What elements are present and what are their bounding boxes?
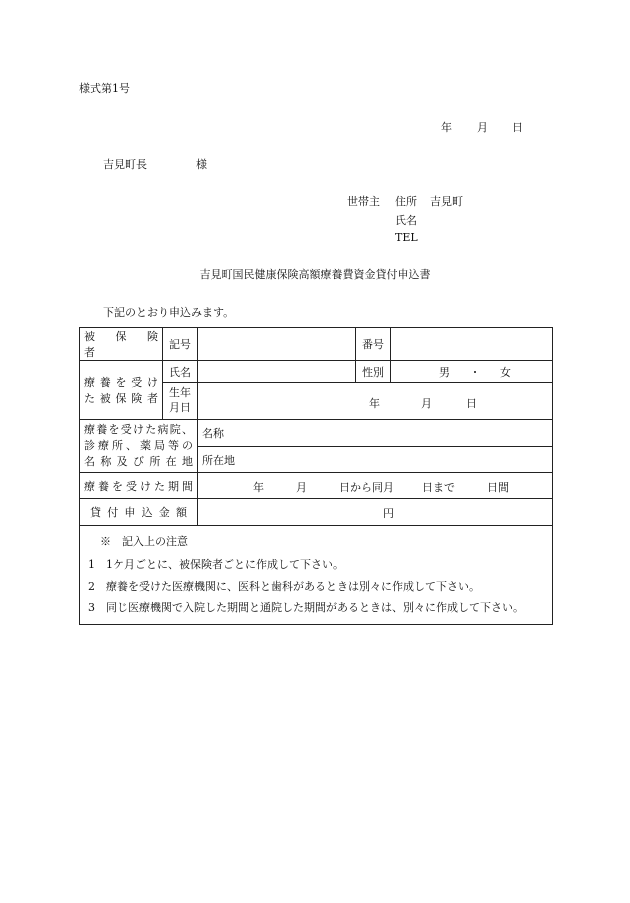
row-facility-name	[80, 420, 553, 447]
number-label: 番号	[356, 328, 391, 361]
birth-date-label	[163, 383, 198, 420]
addressee-name: 吉見町長	[103, 158, 147, 171]
facility-address-field[interactable]	[198, 447, 553, 473]
period-from: 日から同月	[339, 481, 394, 494]
facility-name-field[interactable]	[198, 420, 553, 447]
facility-address-label: 所在地	[202, 453, 235, 467]
sex-female[interactable]: 女	[500, 365, 511, 379]
patient-label-line1: 療養を受け	[84, 376, 158, 389]
note-item: 2 療養を受けた医療機関に、医科と歯科があるときは別々に作成して下さい。	[88, 579, 480, 593]
facility-label-line1: 療養を受けた病院、	[84, 423, 193, 437]
birth-label-line2: 月日	[169, 401, 191, 414]
patient-label-line2: た被保険者	[84, 392, 158, 405]
patient-name-field[interactable]	[198, 361, 356, 383]
period-days: 日間	[487, 481, 509, 494]
form-number: 様式第1号	[79, 82, 130, 95]
patient-name-label: 氏名	[163, 361, 198, 383]
period-month: 月	[296, 481, 307, 494]
facility-label-line2: 診療所、薬局等の	[84, 439, 193, 453]
birth-day-label: 日	[466, 397, 477, 410]
facility-label-line3: 名称及び所在地	[84, 454, 193, 468]
row-patient-name	[80, 361, 553, 383]
note-item: 3 同じ医療機関で入院した期間と通院した期間があるときは、別々に作成して下さい。	[88, 601, 524, 615]
facility-label	[80, 420, 198, 473]
sex-male[interactable]: 男	[439, 365, 450, 379]
intro-text: 下記のとおり申込みます。	[103, 306, 235, 319]
sex-separator: ・	[469, 365, 481, 379]
period-to: 日まで	[422, 481, 455, 494]
birth-date-field[interactable]	[198, 383, 553, 420]
notes-section	[80, 526, 553, 625]
row-amount	[80, 499, 553, 526]
date-day-label: 日	[512, 121, 523, 134]
number-field[interactable]	[391, 328, 553, 361]
patient-label	[80, 361, 163, 420]
application-table	[79, 327, 553, 625]
period-label: 療養を受けた期間	[80, 473, 198, 499]
addressee-honorific: 様	[196, 158, 207, 171]
symbol-label: 記号	[163, 328, 198, 361]
sex-field[interactable]	[391, 361, 553, 383]
yen-label: 円	[383, 507, 394, 520]
date-year-label: 年	[441, 121, 452, 134]
notes-heading: ※ 記入上の注意	[100, 535, 188, 548]
period-field[interactable]	[198, 473, 553, 499]
tel-label: TEL	[395, 231, 418, 244]
note-item: 1 1ケ月ごとに、被保険者ごとに作成して下さい。	[88, 558, 344, 572]
sex-label: 性別	[356, 361, 391, 383]
date-month-label: 月	[477, 121, 488, 134]
row-period	[80, 473, 553, 499]
document-title: 吉見町国民健康保険高額療養費資金貸付申込書	[199, 268, 431, 281]
amount-field[interactable]	[198, 499, 553, 526]
address-label: 住所	[395, 195, 417, 208]
facility-name-label: 名称	[202, 427, 224, 440]
address-value: 吉見町	[430, 195, 463, 208]
symbol-field[interactable]	[198, 328, 356, 361]
birth-year-label: 年	[369, 397, 380, 410]
insured-label: 被 保 険 者	[80, 328, 163, 361]
householder-label: 世帯主	[347, 195, 380, 208]
row-insured	[80, 328, 553, 361]
row-notes	[80, 526, 553, 625]
birth-label-line1: 生年	[169, 386, 191, 400]
amount-label: 貸付申込金額	[80, 499, 198, 526]
name-label: 氏名	[395, 214, 417, 227]
period-year: 年	[253, 481, 264, 494]
birth-month-label: 月	[421, 397, 432, 410]
